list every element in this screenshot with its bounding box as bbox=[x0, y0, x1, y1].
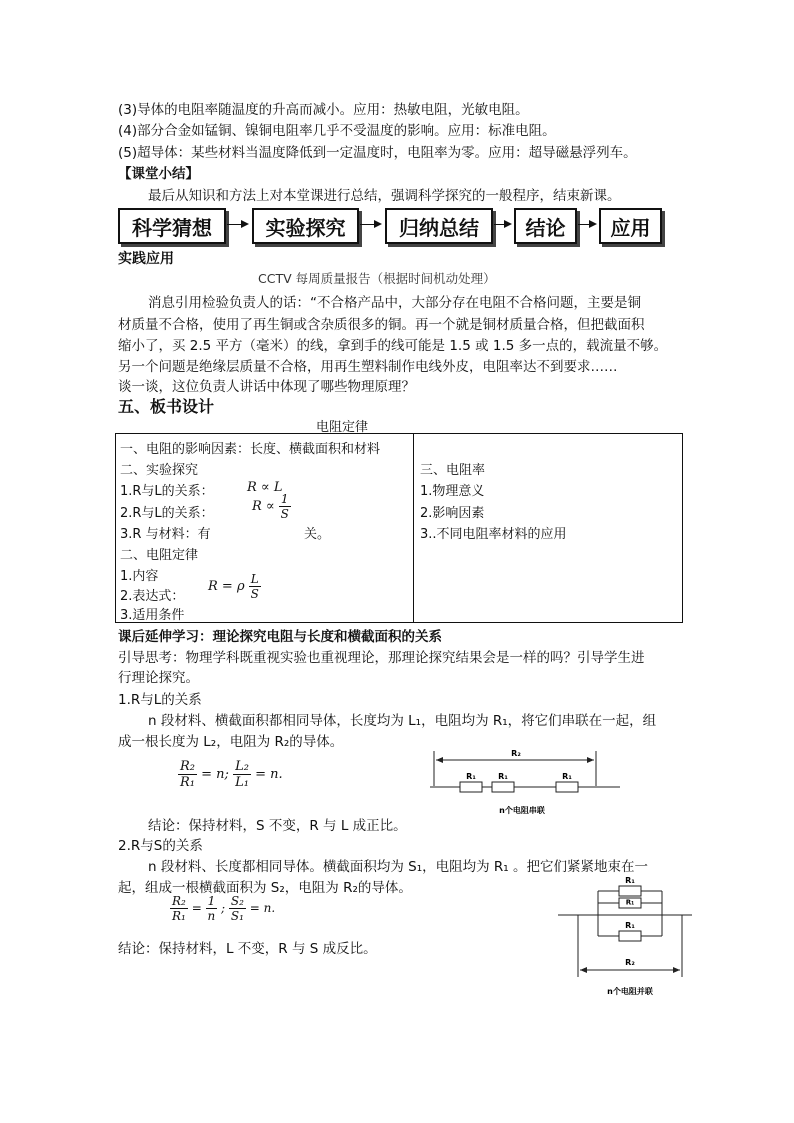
s2-frac3-num: S₂ bbox=[230, 894, 244, 908]
parallel-resistor-3 bbox=[619, 931, 641, 941]
board-resistivity-factors: 2.影响因素 bbox=[420, 506, 485, 521]
parallel-bottom-label: R₂ bbox=[625, 958, 635, 967]
board-law-num: L bbox=[250, 572, 259, 586]
board-title: 电阻定律 bbox=[316, 420, 369, 435]
board-item-3-suffix: 关。 bbox=[304, 527, 331, 542]
flow-arrow-2 bbox=[360, 224, 380, 225]
parallel-arrow-left bbox=[580, 967, 587, 973]
series-arrow-left bbox=[436, 757, 443, 763]
s2-formula-end: = n. bbox=[249, 901, 276, 915]
class-summary-heading: 【课堂小结】 bbox=[118, 166, 199, 182]
board-table bbox=[115, 433, 683, 623]
flow-step-5: 应用 bbox=[599, 208, 662, 244]
practice-para-1: 消息引用检验负责人的话：“不合格产品中，大部分存在电阻不合格问题，主要是铜 bbox=[148, 295, 641, 311]
practice-para-4: 另一个问题是绝缘层质量不合格，用再生塑料制作电线外皮，电阻率达不到要求…… bbox=[118, 359, 618, 375]
board-item-1-formula: R ∝ L bbox=[247, 480, 283, 495]
s1-frac2-num: L₂ bbox=[235, 759, 249, 774]
s1-frac2-den: L₁ bbox=[235, 775, 249, 790]
board-row-law: 二、电阻定律 bbox=[120, 548, 199, 563]
board-item-2-prefix: R ∝ bbox=[252, 499, 275, 514]
s2-frac3-den: S₁ bbox=[230, 909, 244, 923]
section-2-conclusion: 结论：保持材料，L 不变，R 与 S 成反比。 bbox=[118, 941, 377, 957]
section-2-title: 2.R与S的关系 bbox=[118, 838, 203, 854]
board-law-expression-label: 2.表达式： bbox=[120, 589, 185, 604]
s2-frac1-den: R₁ bbox=[172, 909, 186, 923]
extension-heading: 课后延伸学习：理论探究电阻与长度和横截面积的关系 bbox=[118, 629, 442, 645]
parallel-circuit-diagram bbox=[558, 870, 698, 1000]
board-item-2-num: 1 bbox=[280, 492, 289, 506]
parallel-resistor-1 bbox=[619, 886, 641, 896]
board-resistivity-applications: 3..不同电阻率材料的应用 bbox=[420, 527, 567, 542]
section-1-text-1: n 段材料、横截面积都相同导体，长度均为 L₁，电阻均为 R₁，将它们串联在一起，组 bbox=[148, 713, 657, 729]
s2-frac2-num: 1 bbox=[207, 894, 216, 908]
board-row-experiment: 二、实验探究 bbox=[120, 463, 199, 478]
s2-formula-mid: = bbox=[191, 901, 202, 915]
board-law-prefix: R = ρ bbox=[208, 579, 245, 594]
board-item-2-formula bbox=[252, 493, 291, 520]
board-resistivity-meaning: 1.物理意义 bbox=[420, 484, 485, 499]
board-item-2-label: 2.R与L的关系： bbox=[120, 506, 214, 521]
section-1-title: 1.R与L的关系 bbox=[118, 692, 202, 708]
s1-formula-mid: = n; bbox=[201, 767, 229, 782]
series-arrow-right bbox=[587, 757, 594, 763]
board-law-den: S bbox=[250, 587, 259, 601]
board-law-content: 1.内容 bbox=[120, 569, 159, 584]
series-r-label-1: R₁ bbox=[466, 772, 476, 781]
class-summary-text: 最后从知识和方法上对本堂课进行总结，强调科学探究的一般程序，结束新课。 bbox=[148, 188, 621, 204]
s2-frac2-den: n bbox=[207, 909, 216, 923]
s1-frac1-den: R₁ bbox=[180, 775, 195, 790]
practice-para-2: 材质量不合格，使用了再生铜或含杂质很多的铜。再一个就是铜材质量合格，但把截面积 bbox=[118, 317, 645, 333]
section-1-formula bbox=[178, 760, 283, 789]
s1-frac1-num: R₂ bbox=[180, 759, 195, 774]
board-law-formula bbox=[208, 573, 261, 600]
intro-line-5: (5)超导体：某些材料当温度降低到一定温度时，电阻率为零。应用：超导磁悬浮列车。 bbox=[118, 145, 637, 161]
practice-para-3: 缩小了，买 2.5 平方（毫米）的线，拿到手的线可能是 1.5 或 1.5 多一点的，载流量不够。 bbox=[118, 338, 668, 354]
parallel-r-label-1: R₁ bbox=[625, 876, 635, 885]
parallel-caption: n个电阻并联 bbox=[607, 987, 653, 996]
parallel-r-label-2: R₁ bbox=[625, 898, 635, 907]
series-r-label-3: R₁ bbox=[562, 772, 572, 781]
series-resistor-3 bbox=[556, 782, 578, 792]
extension-guide-2: 行理论探究。 bbox=[118, 670, 199, 686]
board-table-divider bbox=[413, 434, 414, 622]
board-item-2-den: S bbox=[280, 507, 289, 521]
flow-step-1: 科学猜想 bbox=[118, 208, 226, 244]
section-2-text-1: n 段材料、长度都相同导体。横截面积均为 S₁，电阻均为 R₁ 。把它们紧紧地束在一 bbox=[148, 859, 648, 875]
series-caption: n个电阻串联 bbox=[499, 806, 545, 815]
series-top-label: R₂ bbox=[511, 749, 521, 758]
flow-arrow-3 bbox=[494, 224, 510, 225]
s2-frac1-num: R₂ bbox=[172, 894, 186, 908]
flow-step-4: 结论 bbox=[514, 208, 577, 244]
flow-arrow-4 bbox=[578, 224, 595, 225]
board-item-1-label: 1.R与L的关系： bbox=[120, 484, 214, 499]
board-row-factors: 一、电阻的影响因素：长度、横截面积和材料 bbox=[120, 442, 381, 457]
intro-line-4: (4)部分合金如锰铜、镍铜电阻率几乎不受温度的影响。应用：标准电阻。 bbox=[118, 123, 556, 139]
series-resistor-2 bbox=[492, 782, 514, 792]
section-1-text-2: 成一根长度为 L₂，电阻为 R₂的导体。 bbox=[118, 734, 344, 750]
flow-step-2: 实验探究 bbox=[252, 208, 359, 244]
board-item-3-label: 3.R 与材料：有 bbox=[120, 527, 211, 542]
section-2-text-2: 起，组成一根横截面积为 S₂，电阻为 R₂的导体。 bbox=[118, 880, 412, 896]
flow-step-3: 归纳总结 bbox=[385, 208, 493, 244]
parallel-r-label-3: R₁ bbox=[625, 921, 635, 930]
practice-caption: CCTV 每周质量报告（根据时间机动处理） bbox=[258, 271, 496, 286]
series-r-label-2: R₁ bbox=[498, 772, 508, 781]
s1-formula-end: = n. bbox=[255, 767, 283, 782]
practice-heading: 实践应用 bbox=[118, 251, 174, 267]
board-resistivity-heading: 三、电阻率 bbox=[420, 463, 486, 478]
s2-formula-semi: ; bbox=[221, 901, 226, 915]
section-2-formula bbox=[170, 895, 275, 922]
series-resistor-1 bbox=[460, 782, 482, 792]
practice-question: 谈一谈，这位负责人讲话中体现了哪些物理原理？ bbox=[118, 379, 415, 395]
flow-arrow-1 bbox=[227, 224, 247, 225]
extension-guide-1: 引导思考：物理学科既重视实验也重视理论，那理论探究结果会是一样的吗？引导学生进 bbox=[118, 650, 645, 666]
parallel-arrow-right bbox=[673, 967, 680, 973]
board-heading: 五、板书设计 bbox=[118, 397, 215, 416]
series-circuit-diagram bbox=[430, 746, 620, 820]
intro-line-3: (3)导体的电阻率随温度的升高而减小。应用：热敏电阻，光敏电阻。 bbox=[118, 102, 529, 118]
section-1-conclusion: 结论：保持材料，S 不变，R 与 L 成正比。 bbox=[148, 818, 407, 834]
board-law-conditions: 3.适用条件 bbox=[120, 608, 185, 623]
